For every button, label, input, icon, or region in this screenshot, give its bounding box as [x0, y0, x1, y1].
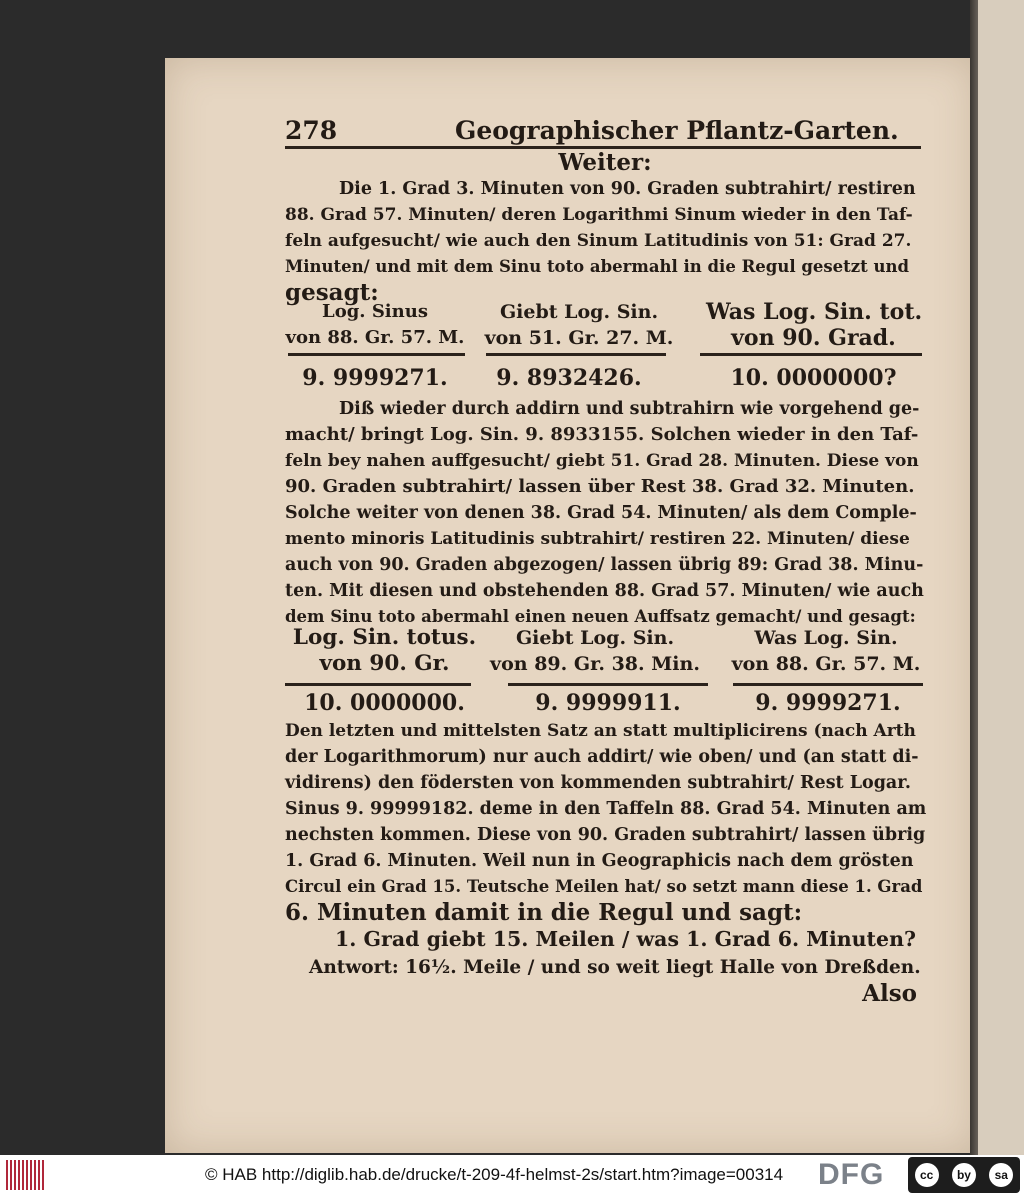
para3-line: Circul ein Grad 15. Teutsche Meilen hat/ so setzt mann diese 1. Grad [285, 877, 923, 896]
table2-rule-3 [733, 683, 923, 686]
para2-line: Solche weiter von denen 38. Grad 54. Minuten/ als dem Comple- [285, 503, 917, 523]
adjacent-page-edge [978, 0, 1024, 1155]
para1-line: gesagt: [285, 279, 379, 306]
table1-header-1: Log. Sinus von 88. Gr. 57. M. [285, 301, 465, 348]
para1-line: Minuten/ und mit dem Sinu toto abermahl in die Regul gesetzt und [285, 257, 910, 276]
table1-rule-2 [486, 353, 666, 356]
para1-line: Die 1. Grad 3. Minuten von 90. Graden subtrahirt/ restiren [339, 179, 916, 199]
table1-value-3: 10. 0000000? [730, 365, 897, 391]
table1-value-2: 9. 8932426. [496, 365, 642, 391]
running-head [285, 118, 925, 145]
para2-line: mento minoris Latitudinis subtrahirt/ restiren 22. Minuten/ diese [285, 529, 910, 549]
table2-header-1: Log. Sin. totus. von 90. Gr. [292, 625, 477, 676]
para2-line: auch von 90. Graden abgezogen/ lassen übrig 89: Grad 38. Minu- [285, 555, 924, 575]
para2-line: Diß wieder durch addirn und subtrahirn wie vorgehend ge- [339, 399, 920, 419]
by-icon: by [952, 1163, 976, 1187]
para1-line: 88. Grad 57. Minuten/ deren Logarithmi Sinum wieder in den Taf- [285, 205, 913, 225]
table1-header-3: Was Log. Sin. tot. von 90. Grad. [706, 299, 923, 351]
para2-line: 90. Graden subtrahirt/ lassen über Rest 38. Grad 32. Minuten. [285, 476, 915, 497]
table2-header-3: Was Log. Sin. von 88. Gr. 57. M. [731, 627, 921, 675]
table2-value-3: 9. 9999271. [755, 690, 901, 716]
para3-line: vidirens) den födersten von kommenden subtrahirt/ Rest Logar. [285, 773, 911, 793]
table2-value-2: 9. 9999911. [535, 690, 681, 716]
source-credit-link[interactable]: © HAB http://diglib.hab.de/drucke/t-209-4f-helmst-2s/start.htm?image=00314 [205, 1165, 784, 1184]
sa-icon: sa [989, 1163, 1013, 1187]
para3-line: Sinus 9. 99999182. deme in den Taffeln 88. Grad 54. Minuten am [285, 799, 927, 819]
answer-line: Antwort: 16½. Meile / und so weit liegt Halle von Dreßden. [309, 957, 921, 978]
table1-header-2: Giebt Log. Sin. von 51. Gr. 27. M. [484, 301, 674, 349]
rule-of-three-line: 1. Grad giebt 15. Meilen / was 1. Grad 6. Minuten? [335, 927, 916, 951]
table1-value-1: 9. 9999271. [302, 365, 448, 391]
table1-rule-1 [288, 353, 465, 356]
running-head-title: Geographischer Pflantz-Garten. [455, 116, 899, 145]
table2-value-1: 10. 0000000. [304, 690, 465, 716]
table1-rule-3 [700, 353, 922, 356]
para3-line: Den letzten und mittelsten Satz an statt multiplicirens (nach Arth [285, 721, 916, 741]
hab-logo-icon [6, 1160, 46, 1190]
section-heading: Weiter: [558, 149, 652, 176]
para2-line: dem Sinu toto abermahl einen neuen Auffsatz gemacht/ und gesagt: [285, 607, 916, 626]
table2-rule-1 [285, 683, 471, 686]
footer-bar [0, 1155, 1024, 1195]
para3-line: der Logarithmorum) nur auch addirt/ wie oben/ und (an statt di- [285, 747, 919, 767]
para2-line: ten. Mit diesen und obstehenden 88. Grad 57. Minuten/ wie auch [285, 581, 924, 601]
cc-license-badge[interactable] [908, 1157, 1020, 1193]
dfg-logo: DFG [818, 1158, 885, 1191]
cc-icon: cc [915, 1163, 939, 1187]
para1-line: feln aufgesucht/ wie auch den Sinum Latitudinis von 51: Grad 27. [285, 231, 912, 251]
para3-line: nechsten kommen. Diese von 90. Graden subtrahirt/ lassen übrig [285, 825, 926, 845]
para2-line: macht/ bringt Log. Sin. 9. 8933155. Solchen wieder in den Taf- [285, 424, 919, 445]
para2-line: feln bey nahen auffgesucht/ giebt 51. Grad 28. Minuten. Diese von [285, 451, 919, 471]
table2-header-2: Giebt Log. Sin. von 89. Gr. 38. Min. [490, 627, 700, 675]
catchword: Also [862, 980, 917, 1007]
table2-rule-2 [508, 683, 708, 686]
para3-line: 6. Minuten damit in die Regul und sagt: [285, 899, 803, 926]
para3-line: 1. Grad 6. Minuten. Weil nun in Geographicis nach dem grösten [285, 851, 914, 871]
page-number: 278 [285, 116, 338, 145]
